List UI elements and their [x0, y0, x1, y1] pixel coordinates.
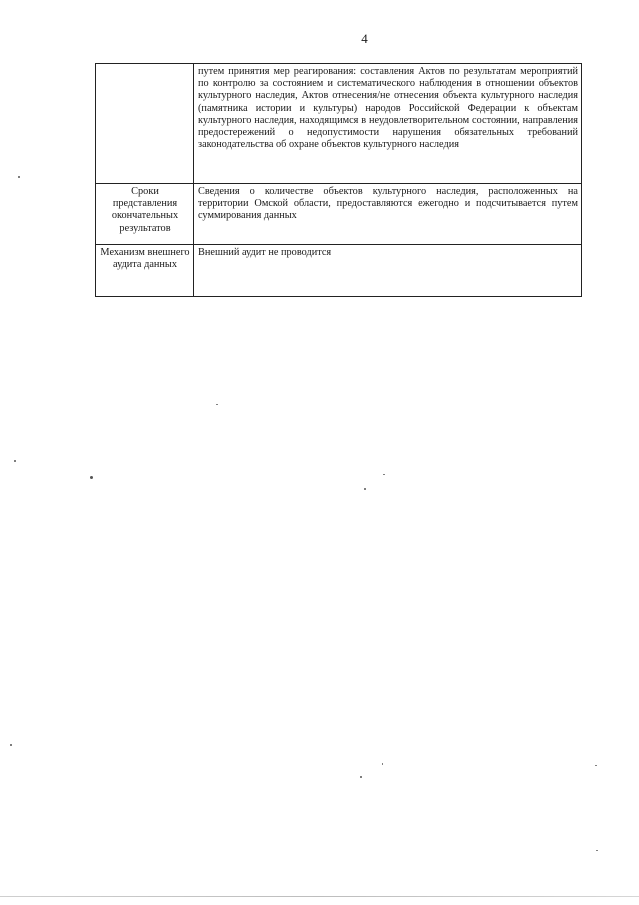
scan-speck — [360, 776, 362, 778]
table-row-label — [96, 64, 194, 184]
table-row-content: Сведения о количестве объектов культурного наследия, расположенных на территории Омской области, предоставляются ежегодно и подсчитывается путем суммирования данных — [194, 184, 582, 245]
scan-speck — [364, 488, 366, 490]
table-row-label: Сроки представления окончательных результатов — [96, 184, 194, 245]
scan-speck — [382, 763, 383, 765]
scan-speck — [18, 176, 20, 178]
table-row-label: Механизм внешнего аудита данных — [96, 245, 194, 297]
table-row-content: путем принятия мер реагирования: составления Актов по результатам мероприятий по контролю за состоянием и систематического наблюдения в отношении объектов культурного наследия, Актов отнесения/не отнесения объекта культурного наследия (памятника истории и культуры) народов Российской Федерации к объектам культурного наследия, находящимся в неудовлетворительном состоянии, направления предостережений о недопустимости нарушения обязательных требований законодательства об охране объектов культурного наследия — [194, 64, 582, 184]
scan-speck — [595, 765, 597, 766]
scan-speck — [10, 744, 12, 746]
page-number: 4 — [361, 31, 368, 46]
table-row — [96, 64, 582, 184]
table-row — [96, 245, 582, 297]
scan-speck — [90, 476, 93, 479]
scan-speck — [216, 404, 218, 405]
table-row — [96, 184, 582, 245]
scan-speck — [383, 474, 385, 475]
indicator-table — [95, 63, 582, 297]
scan-bottom-edge — [0, 896, 639, 897]
scan-speck — [596, 850, 598, 851]
table-row-content: Внешний аудит не проводится — [194, 245, 582, 297]
scan-speck — [14, 460, 16, 462]
